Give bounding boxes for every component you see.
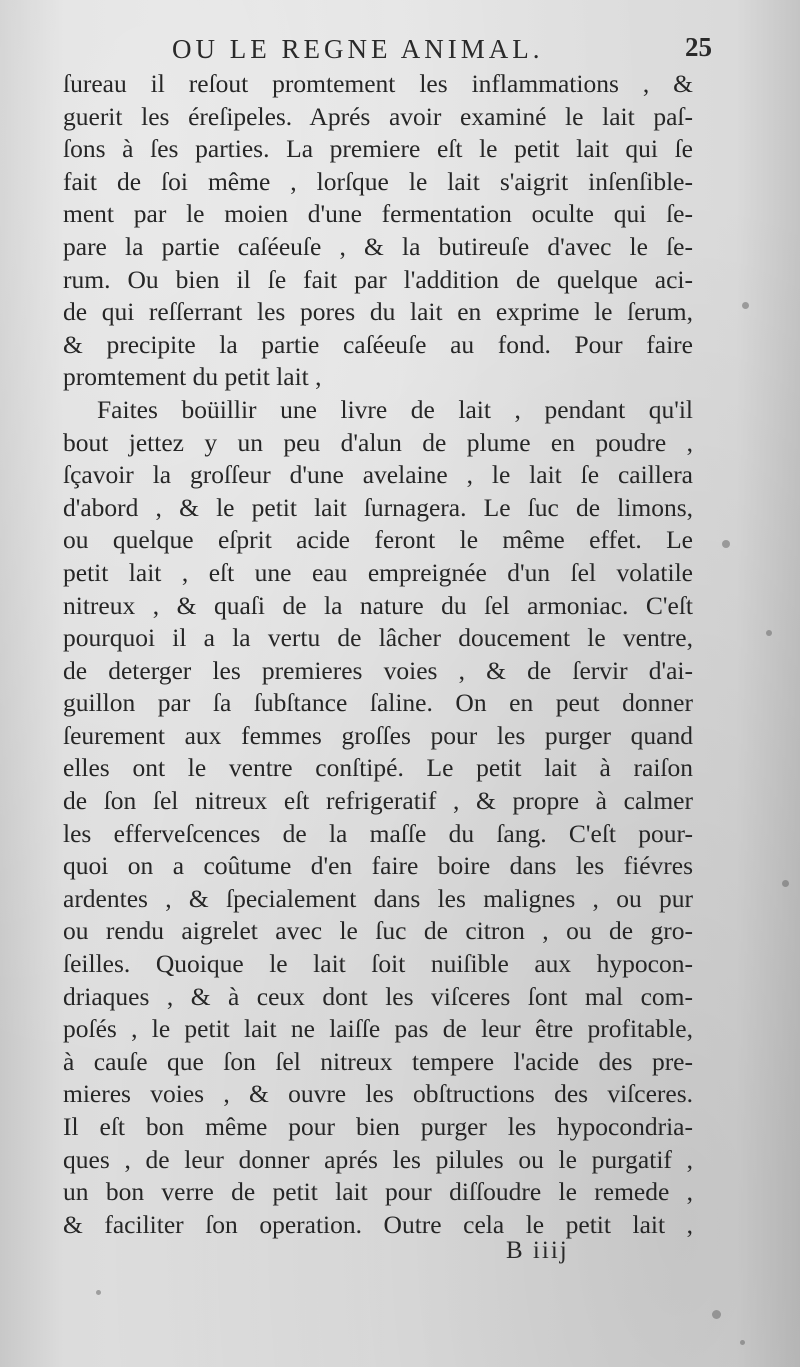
text-line: driaques , & à ceux dont les viſceres ſont mal com- xyxy=(63,981,693,1011)
text-line: d'abord , & le petit lait ſurnagera. Le ſuc de limons, xyxy=(63,492,693,522)
text-line: elles ont le ventre conſtipé. Le petit lait à raiſon xyxy=(63,753,693,783)
paper-speck xyxy=(742,302,749,309)
running-title: OU LE REGNE ANIMAL. xyxy=(172,34,544,64)
text-line: rum. Ou bien il ſe fait par l'addition de quelque aci- xyxy=(63,264,693,294)
text-line: à cauſe que ſon ſel nitreux tempere l'acide des pre- xyxy=(63,1046,693,1076)
text-line: promtement du petit lait , xyxy=(63,362,322,392)
paper-speck xyxy=(722,540,730,548)
text-line: ſureau il reſout promtement les inflammations , & xyxy=(63,69,693,98)
text-line: ſçavoir la groſſeur d'une avelaine , le lait ſe caillera xyxy=(63,460,693,490)
text-line: de ſon ſel nitreux eſt refrigeratif , & propre à calmer xyxy=(63,786,693,816)
text-line: & faciliter ſon operation. Outre cela le petit lait , xyxy=(63,1209,693,1239)
text-line: pourquoi il a la vertu de lâcher doucement le ventre, xyxy=(63,623,693,653)
body-text xyxy=(63,68,693,1241)
text-line: de deterger les premieres voies , & de ſervir d'ai- xyxy=(63,655,693,685)
paper-speck xyxy=(712,1310,721,1319)
paper-speck xyxy=(766,630,772,636)
text-line: ſeurement aux femmes groſſes pour les purger quand xyxy=(63,720,693,750)
text-line: bout jettez y un peu d'alun de plume en poudre , xyxy=(63,427,693,457)
text-line: petit lait , eſt une eau empreignée d'un ſel volatile xyxy=(63,557,693,587)
text-line: ſons à ſes parties. La premiere eſt le petit lait qui ſe xyxy=(63,134,693,164)
text-line: poſés , le petit lait ne laiſſe pas de leur être profitable, xyxy=(63,1014,693,1044)
paper-speck xyxy=(740,1340,745,1345)
paper-speck xyxy=(782,880,789,887)
text-line: ques , de leur donner aprés les pilules ou le purgatif , xyxy=(63,1144,693,1174)
text-line: fait de ſoi même , lorſque le lait s'aigrit inſenſible- xyxy=(63,166,693,196)
text-line: mieres voies , & ouvre les obſtructions des viſceres. xyxy=(63,1079,693,1109)
text-line: guerit les éreſipeles. Aprés avoir examiné le lait paſ- xyxy=(63,101,693,131)
text-line: ardentes , & ſpecialement dans les malignes , ou pur xyxy=(63,883,693,913)
text-line: ou rendu aigrelet avec le ſuc de citron , ou de gro- xyxy=(63,916,693,946)
text-line: & precipite la partie caſéeuſe au fond. Pour faire xyxy=(63,329,693,359)
text-line: ſeilles. Quoique le lait ſoit nuiſible aux hypocon- xyxy=(63,949,693,979)
paper-speck xyxy=(96,1290,101,1295)
text-line: Faites boüillir une livre de lait , pendant qu'il xyxy=(97,394,693,424)
text-line: nitreux , & quaſi de la nature du ſel armoniac. C'eſt xyxy=(63,590,693,620)
text-line: Il eſt bon même pour bien purger les hypocondria- xyxy=(63,1112,693,1141)
text-line: un bon verre de petit lait pour diſſoudre le remede , xyxy=(63,1177,693,1207)
text-line: de qui reſſerrant les pores du lait en exprime le ſerum, xyxy=(63,297,693,327)
page-header xyxy=(172,32,712,72)
text-line: ment par le moien d'une fermentation oculte qui ſe- xyxy=(63,199,693,229)
text-line: pare la partie caſéeuſe , & la butireuſe d'avec le ſe- xyxy=(63,231,693,261)
text-line: les efferveſcences de la maſſe du ſang. C'eſt pour- xyxy=(63,818,693,848)
signature-mark: B iiij xyxy=(506,1237,569,1264)
text-line: guillon par ſa ſubſtance ſaline. On en peut donner xyxy=(63,688,693,718)
page-number: 25 xyxy=(685,32,712,62)
text-line: ou quelque eſprit acide feront le même effet. Le xyxy=(63,525,693,555)
text-line: quoi on a coûtume d'en faire boire dans les fiévres xyxy=(63,851,693,881)
